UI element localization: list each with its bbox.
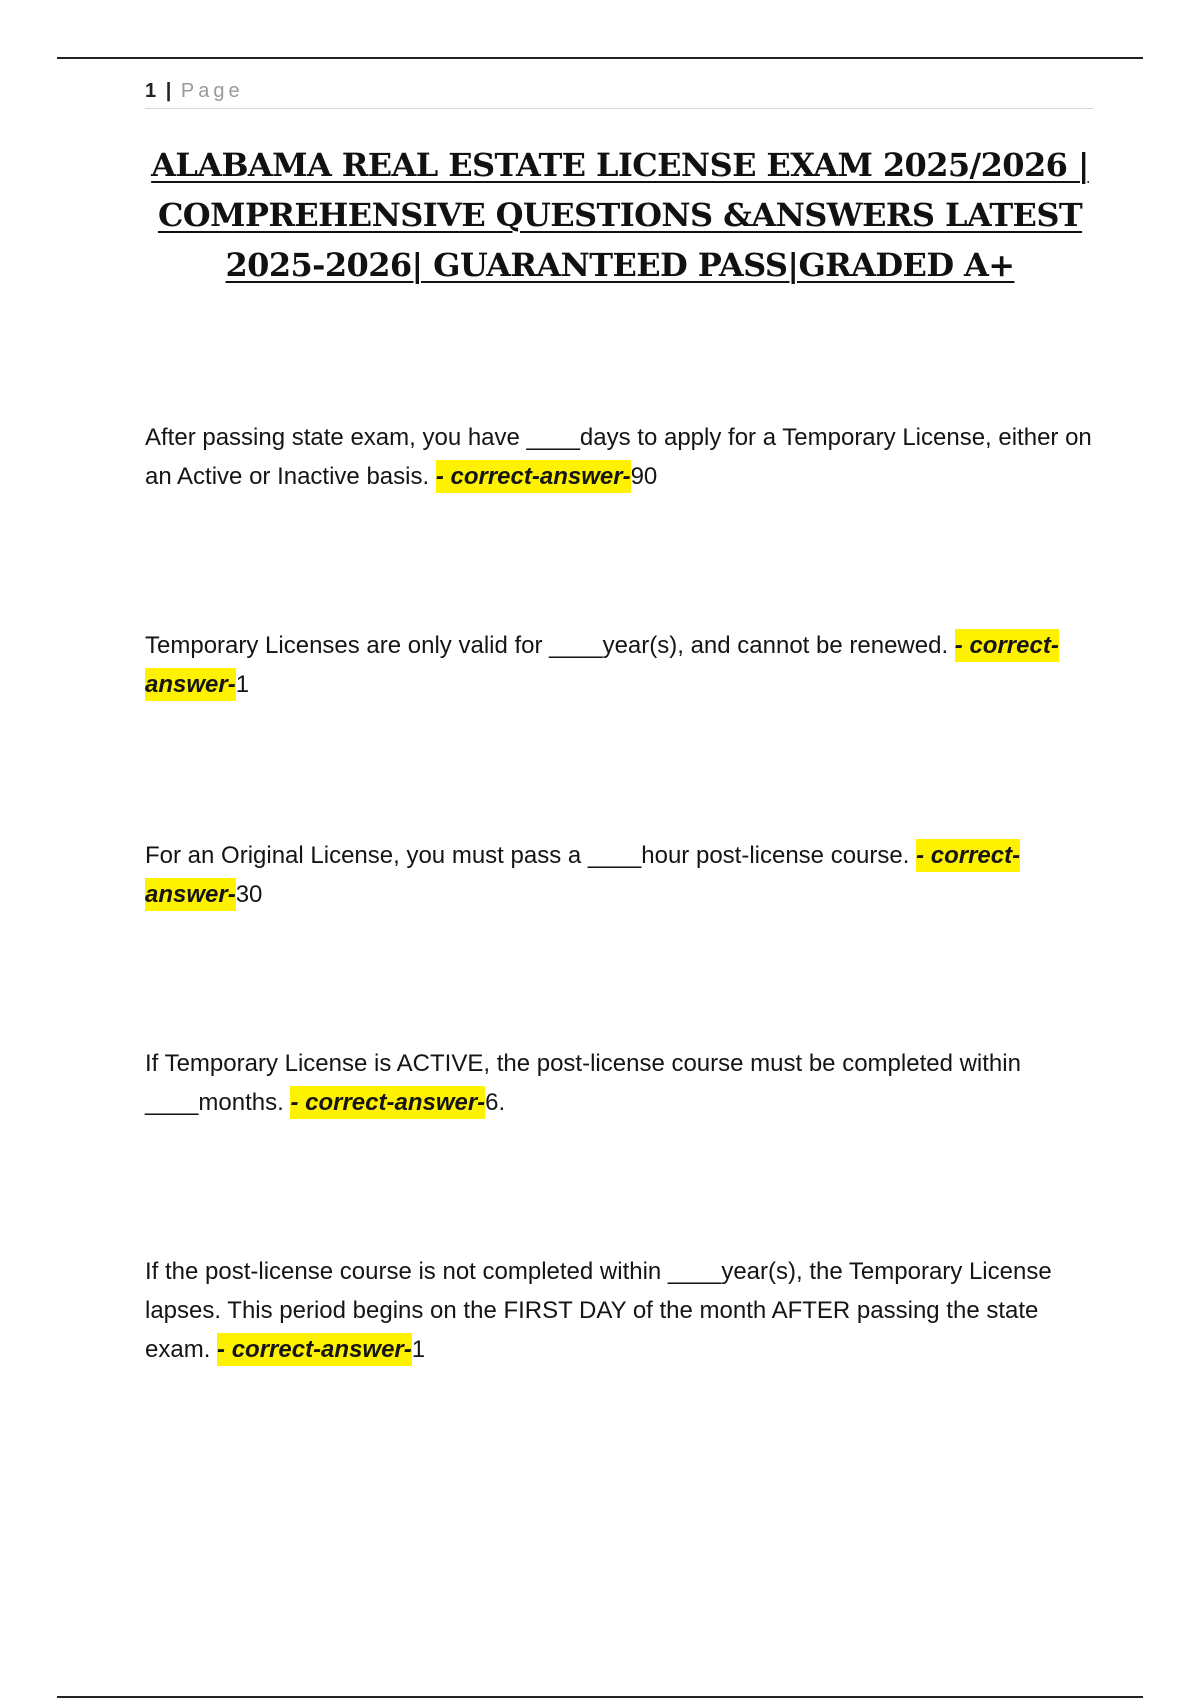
question-text: If Temporary License is ACTIVE, the post-license course must be completed within ____months. (145, 1050, 1021, 1116)
correct-answer-marker: - correct-answer- (145, 629, 1059, 701)
qa-item-4 (145, 1044, 1095, 1122)
question-text: Temporary Licenses are only valid for ____year(s), and cannot be renewed. (145, 632, 949, 659)
page-word: Page (180, 80, 244, 102)
question-text: For an Original License, you must pass a ____hour post-license course. (145, 842, 910, 869)
answer-value: 1 (235, 671, 250, 698)
answer-value: 6. (485, 1089, 506, 1116)
correct-answer-marker: - correct-answer- (217, 1333, 412, 1366)
qa-item-1 (145, 418, 1095, 496)
correct-answer-marker: - correct-answer- (145, 839, 1020, 911)
answer-value: 30 (235, 881, 263, 908)
correct-answer-marker: - correct-answer- (436, 460, 631, 493)
page-number: 1 (145, 80, 157, 102)
top-rule (57, 57, 1143, 59)
page-separator: | (165, 80, 172, 102)
document-title: ALABAMA REAL ESTATE LICENSE EXAM 2025/2026 | COMPREHENSIVE QUESTIONS &ANSWERS LATEST 2025-2026| GUARANTEED PASS|GRADED A+ (151, 146, 1089, 284)
qa-item-2 (145, 626, 1095, 704)
answer-value: 1 (411, 1336, 426, 1363)
bottom-rule (57, 1696, 1143, 1698)
question-text: If the post-license course is not completed within ____year(s), the Temporary License lapses. This period begins on the FIRST DAY of the month AFTER passing the state exam. (145, 1258, 1052, 1363)
correct-answer-marker: - correct-answer- (290, 1086, 485, 1119)
qa-item-5 (145, 1252, 1095, 1369)
qa-item-3 (145, 836, 1095, 914)
question-text: After passing state exam, you have ____days to apply for a Temporary License, either on an Active or Inactive basis. (145, 424, 1092, 490)
answer-value: 90 (630, 463, 658, 490)
page-header (145, 78, 1093, 109)
